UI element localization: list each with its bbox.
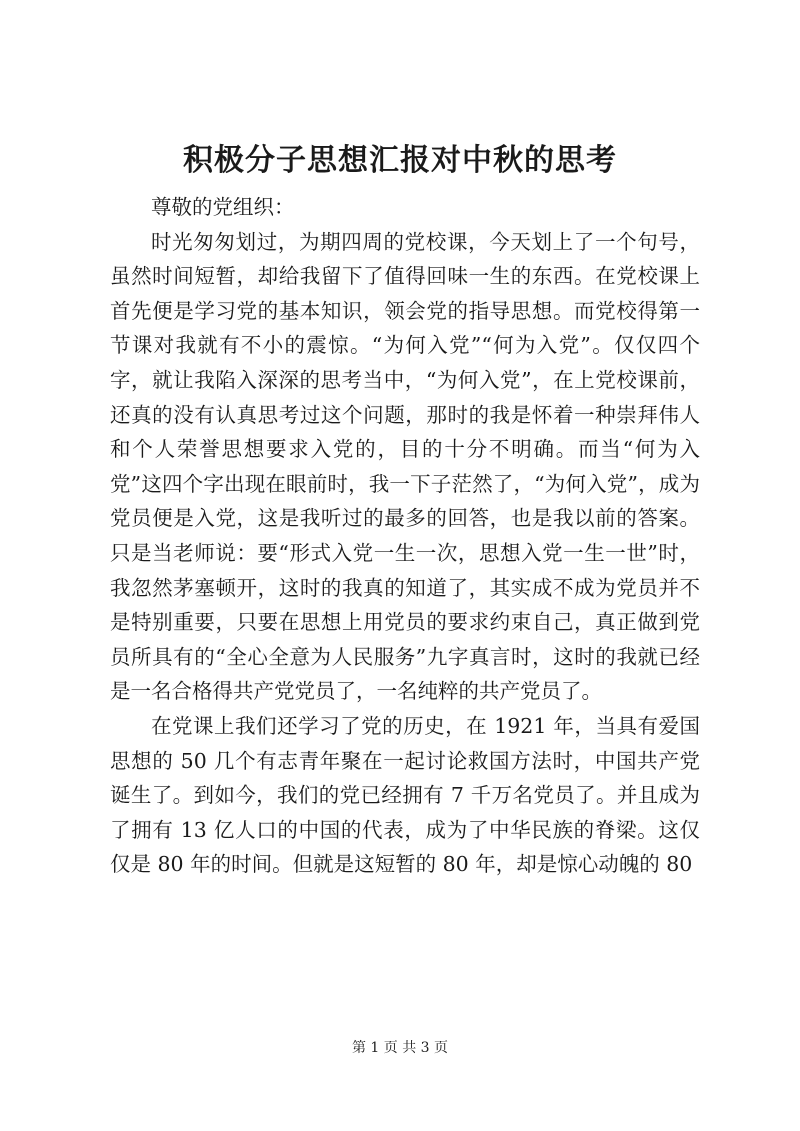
document-body [110,190,700,882]
body-paragraph-2: 在党课上我们还学习了党的历史，在 1921 年，当具有爱国思想的 50 几个有志青年聚在一起讨论救国方法时，中国共产党诞生了。到如今，我们的党已经拥有 7 千万名党员了。并且成为了拥有 13 亿人口的中国的代表，成为了中华民族的脊梁。这仅仅是 80 年的时间。但就是这短暂的 80 年，却是惊心动魄的 80 [110,713,700,877]
document-title: 积极分子思想汇报对中秋的思考 [183,143,617,178]
page-number-footer: 第 1 页 共 3 页 [351,1040,449,1056]
body-paragraph-1: 时光匆匆划过，为期四周的党校课，今天划上了一个句号，虽然时间短暂，却给我留下了值得回味一生的东西。在党校课上首先便是学习党的基本知识，领会党的指导思想。而党校得第一节课对我就有不小的震惊。“为何入党”“何为入党”。仅仅四个字，就让我陷入深深的思考当中，“为何入党”，在上党校课前，还真的没有认真思考过这个问题，那时的我是怀着一种崇拜伟人和个人荣誉思想要求入党的，目的十分不明确。而当“何为入党”这四个字出现在眼前时，我一下子茫然了，“为何入党”，成为党员便是入党，这是我听过的最多的回答，也是我以前的答案。只是当老师说：要“形式入党一生一次，思想入党一生一世”时，我忽然茅塞顿开，这时的我真的知道了，其实成不成为党员并不是特别重要，只要在思想上用党员的要求约束自己，真正做到党员所具有的“全心全意为人民服务”九字真言时，这时的我就已经是一名合格得共产党党员了，一名纯粹的共产党员了。 [110,229,700,704]
salutation: 尊敬的党组织： [151,195,295,219]
